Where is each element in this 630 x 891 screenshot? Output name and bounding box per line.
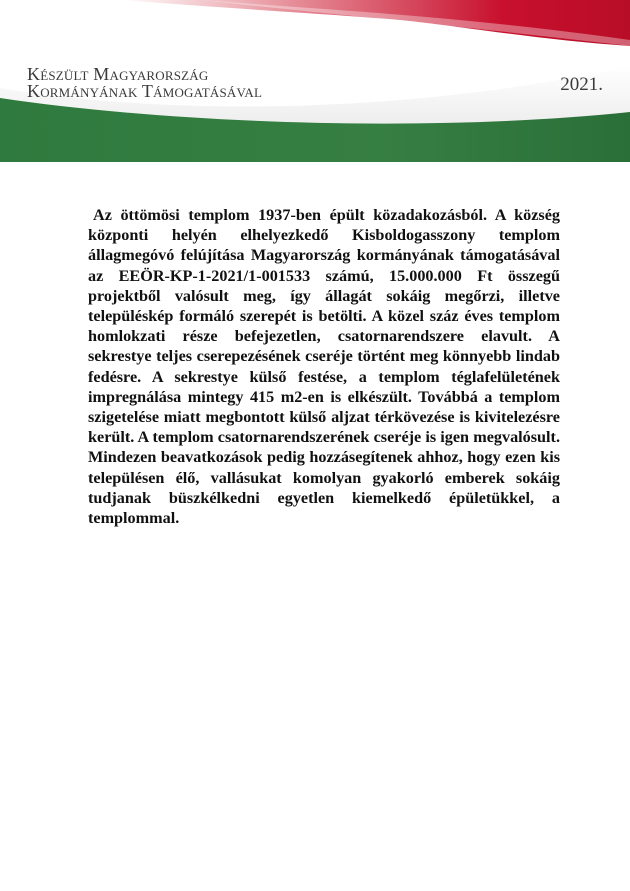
banner-red-swoosh	[120, 0, 630, 46]
tagline-line-2: Kormányának Támogatásával	[27, 81, 263, 101]
government-support-banner	[0, 0, 630, 162]
support-tagline	[27, 66, 262, 100]
year-label: 2021.	[560, 74, 603, 95]
tagline-line-1: Készült Magyarország	[27, 64, 209, 84]
project-description-paragraph: Az öttömösi templom 1937-ben épült közadakozásból. A község központi helyén elhelyezkedő Kisboldogasszony templom állagmegóvó felújítása Magyarország kormányának támogatásával az EEÖR-KP-1-2021/1-001533 számú, 15.000.000 Ft összegű projektből valósult meg, így állagát sokáig megőrzi, illetve településkép formáló szerepét is betölti. A közel száz éves templom homlokzati része befejezetlen, csatornarendszere elavult. A sekrestye teljes cserepezésének cseréje történt meg könnyebb lindab fedésre. A sekrestye külső festése, a templom téglafelületének impregnálása mintegy 415 m2-en is elkészült. Továbbá a templom szigetelése miatt megbontott külső aljzat térkövezése is kivitelezésre került. A templom csatornarendszerének cseréje is igen megvalósult. Mindezen beavatkozások pedig hozzásegítenek ahhoz, hogy ezen kis településen élő, vallásukat komolyan gyakorló emberek sokáig tudjanak büszkélkedni egyetlen kiemelkedő épületükkel, a templommal.	[88, 206, 560, 528]
